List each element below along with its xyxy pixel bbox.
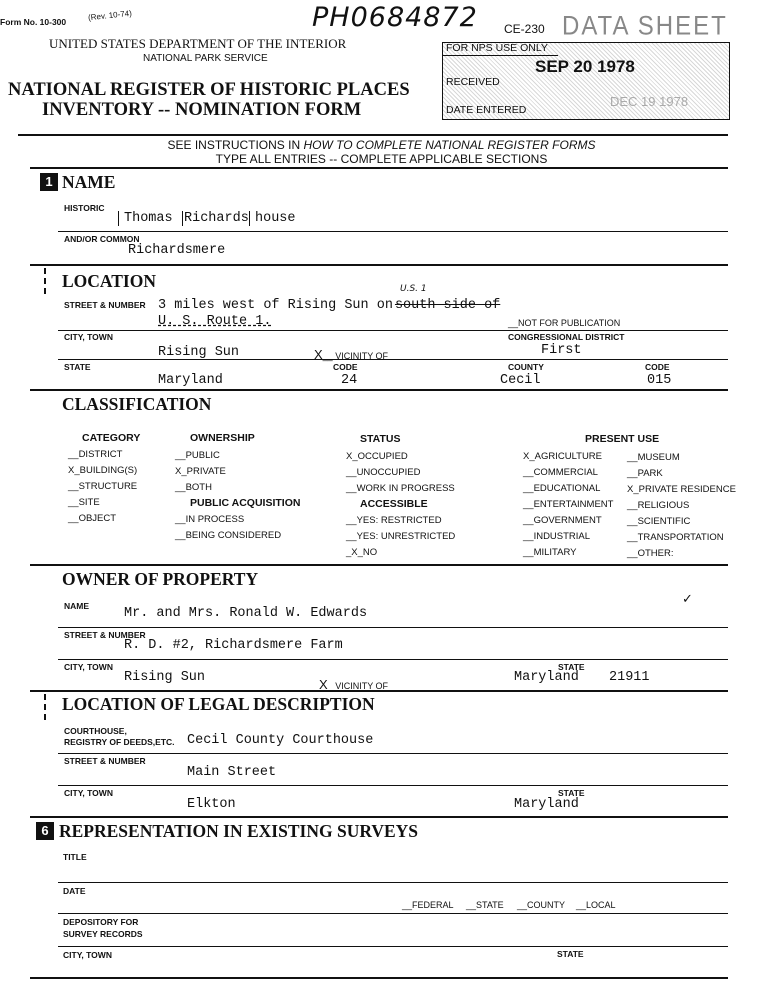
nps-received-stamp: SEP 20 1978 <box>535 57 635 76</box>
historic-name-part3: house <box>249 211 296 226</box>
nps-received-label: RECEIVED <box>446 76 500 88</box>
historic-name-part2: Richards <box>184 211 249 226</box>
category-structure: __STRUCTURE <box>68 481 138 492</box>
category-district: __DISTRICT <box>68 449 123 460</box>
category-heading: CATEGORY <box>82 432 141 444</box>
county-code-label: CODE <box>645 362 670 372</box>
legal-street-label: STREET & NUMBER <box>64 756 146 766</box>
owner-state-label: STATE <box>558 662 585 672</box>
state-label: STATE <box>64 362 91 372</box>
nps-entered-label: DATE ENTERED <box>446 104 527 116</box>
ownership-both: __BOTH <box>175 482 212 493</box>
owner-zip: 21911 <box>609 670 650 685</box>
survey-date-label: DATE <box>63 886 86 896</box>
city-label: CITY, TOWN <box>64 332 113 342</box>
owner-street-rule <box>58 659 728 660</box>
acquisition-heading: PUBLIC ACQUISITION <box>190 497 301 509</box>
depository-label-line2: SURVEY RECORDS <box>63 929 143 939</box>
street-value: 3 miles west of Rising Sun on south side of <box>158 298 501 313</box>
courthouse-label-line2: REGISTRY OF DEEDS,ETC. <box>64 737 175 747</box>
handwritten-id: PH0684872 <box>312 2 478 33</box>
scope-county: __COUNTY <box>517 900 566 910</box>
use-park: __PARK <box>627 468 663 479</box>
courthouse-value: Cecil County Courthouse <box>187 733 374 748</box>
section2-rule <box>30 264 728 266</box>
county-value: Cecil <box>500 373 541 388</box>
use-scientific: __SCIENTIFIC <box>627 516 691 527</box>
survey-state-label: STATE <box>557 949 584 959</box>
legal-city-label: CITY, TOWN <box>64 788 113 798</box>
use-government: __GOVERNMENT <box>523 515 602 526</box>
use-industrial: __INDUSTRIAL <box>523 531 591 542</box>
ownership-heading: OWNERSHIP <box>190 432 255 444</box>
district-label: CONGRESSIONAL DISTRICT <box>508 332 625 342</box>
street-label: STREET & NUMBER <box>64 300 146 310</box>
owner-city-label: CITY, TOWN <box>64 662 113 672</box>
street-value-line2: U. S. Route 1. <box>158 314 272 329</box>
survey-city-label: CITY, TOWN <box>63 950 112 960</box>
common-label: AND/OR COMMON <box>64 234 140 244</box>
not-for-publication: __NOT FOR PUBLICATION <box>508 318 621 328</box>
city-value: Rising Sun <box>158 345 240 360</box>
depository-rule <box>58 946 728 947</box>
use-museum: __MUSEUM <box>627 452 680 463</box>
use-educational: __EDUCATIONAL <box>523 483 601 494</box>
acquisition-in-process: __IN PROCESS <box>175 514 245 525</box>
accessible-restricted: __YES: RESTRICTED <box>346 515 442 526</box>
use-transportation: __TRANSPORTATION <box>627 532 724 543</box>
check-mark-icon: ✓ <box>682 592 693 607</box>
use-entertainment: __ENTERTAINMENT <box>523 499 614 510</box>
owner-vicinity-field: _X_ VICINITY OF <box>314 677 389 692</box>
section2-title: LOCATION <box>62 271 156 291</box>
use-religious: __RELIGIOUS <box>627 500 690 511</box>
ownership-private: X_PRIVATE <box>175 466 226 477</box>
section5-marker <box>44 694 46 720</box>
owner-state-value: Maryland <box>514 670 579 685</box>
scope-federal: __FEDERAL <box>402 900 454 910</box>
service-name: NATIONAL PARK SERVICE <box>143 53 268 64</box>
section1-title: NAME <box>62 172 116 192</box>
form-title-line1: NATIONAL REGISTER OF HISTORIC PLACES <box>8 80 410 100</box>
city-rule <box>58 359 728 360</box>
form-revision: (Rev. 10-74) <box>87 8 133 23</box>
historic-label: HISTORIC <box>64 203 105 213</box>
accessible-unrestricted: __YES: UNRESTRICTED <box>346 531 456 542</box>
form-number: Form No. 10-300 <box>0 17 67 27</box>
scope-state: __STATE <box>466 900 504 910</box>
use-agriculture: X_AGRICULTURE <box>523 451 603 462</box>
section5-title: LOCATION OF LEGAL DESCRIPTION <box>62 694 375 714</box>
section3-title: CLASSIFICATION <box>62 394 212 414</box>
owner-name-value: Mr. and Mrs. Ronald W. Edwards <box>124 606 368 621</box>
street-rule <box>58 330 728 331</box>
department-name: UNITED STATES DEPARTMENT OF THE INTERIOR <box>49 36 347 51</box>
vicinity-field: X__ VICINITY OF <box>314 347 389 362</box>
nps-heading-rule <box>442 55 558 56</box>
nps-entered-stamp: DEC 19 1978 <box>610 94 689 109</box>
legal-state-value: Maryland <box>514 797 579 812</box>
instructions-line1: SEE INSTRUCTIONS IN HOW TO COMPLETE NATIONAL REGISTER FORMS <box>167 138 596 152</box>
section2-marker <box>44 268 46 294</box>
legal-street-rule <box>58 785 728 786</box>
acquisition-being-considered: __BEING CONSIDERED <box>175 530 282 541</box>
accessible-no: _X_NO <box>346 547 378 558</box>
district-value: First <box>541 343 582 358</box>
owner-name-label: NAME <box>64 601 90 611</box>
status-heading: STATUS <box>360 433 401 445</box>
historic-name-part1: Thomas <box>118 211 173 226</box>
nps-heading: FOR NPS USE ONLY <box>446 42 548 54</box>
status-occupied: X_OCCUPIED <box>346 451 408 462</box>
data-sheet-stamp: DATA SHEET <box>562 11 728 42</box>
present-use-heading: PRESENT USE <box>585 433 660 445</box>
legal-city-value: Elkton <box>187 797 236 812</box>
state-code: 24 <box>341 373 358 388</box>
owner-name-rule <box>58 627 728 628</box>
section1-rule <box>30 167 728 169</box>
use-private-residence: X_PRIVATE RESIDENCE <box>627 484 736 495</box>
owner-street-value: R. D. #2, Richardsmere Farm <box>124 638 343 653</box>
header-rule <box>18 134 728 136</box>
use-commercial: __COMMERCIAL <box>523 467 598 478</box>
legal-state-label: STATE <box>558 788 585 798</box>
legal-street-value: Main Street <box>187 765 277 780</box>
depository-label-line1: DEPOSITORY FOR <box>63 917 139 927</box>
owner-street-label: STREET & NUMBER <box>64 630 146 640</box>
owner-city-value: Rising Sun <box>124 670 206 685</box>
form-title-line2: INVENTORY -- NOMINATION FORM <box>42 100 362 120</box>
category-object: __OBJECT <box>68 513 117 524</box>
survey-date-rule <box>58 913 728 914</box>
courthouse-label-line1: COURTHOUSE, <box>64 726 127 736</box>
historic-rule <box>58 231 728 232</box>
courthouse-rule <box>58 753 728 754</box>
street-annotation: U.S. 1 <box>400 284 427 294</box>
section3-rule <box>30 389 728 391</box>
bottom-rule <box>30 977 728 979</box>
use-military: __MILITARY <box>523 547 577 558</box>
status-work-in-progress: __WORK IN PROGRESS <box>346 483 455 494</box>
scope-local: __LOCAL <box>576 900 616 910</box>
ce-code: CE-230 <box>504 22 545 36</box>
survey-title-rule <box>58 882 728 883</box>
accessible-heading: ACCESSIBLE <box>360 498 428 510</box>
common-name: Richardsmere <box>128 243 226 258</box>
county-label: COUNTY <box>508 362 544 372</box>
state-value: Maryland <box>158 373 223 388</box>
section4-rule <box>30 564 728 566</box>
state-code-label: CODE <box>333 362 358 372</box>
status-unoccupied: __UNOCCUPIED <box>346 467 421 478</box>
category-site: __SITE <box>68 497 100 508</box>
section6-title: REPRESENTATION IN EXISTING SURVEYS <box>59 821 419 841</box>
section6-rule <box>30 816 728 818</box>
category-building: X_BUILDING(S) <box>68 465 138 476</box>
section4-title: OWNER OF PROPERTY <box>62 569 259 589</box>
section5-rule <box>30 690 728 692</box>
county-code: 015 <box>647 373 672 388</box>
instructions-line2: TYPE ALL ENTRIES -- COMPLETE APPLICABLE SECTIONS <box>215 152 548 166</box>
use-other: __OTHER: <box>627 548 674 559</box>
section6-number: 6 <box>36 822 54 840</box>
ownership-public: __PUBLIC <box>175 450 220 461</box>
section1-number: 1 <box>40 173 58 191</box>
survey-title-label: TITLE <box>63 852 87 862</box>
